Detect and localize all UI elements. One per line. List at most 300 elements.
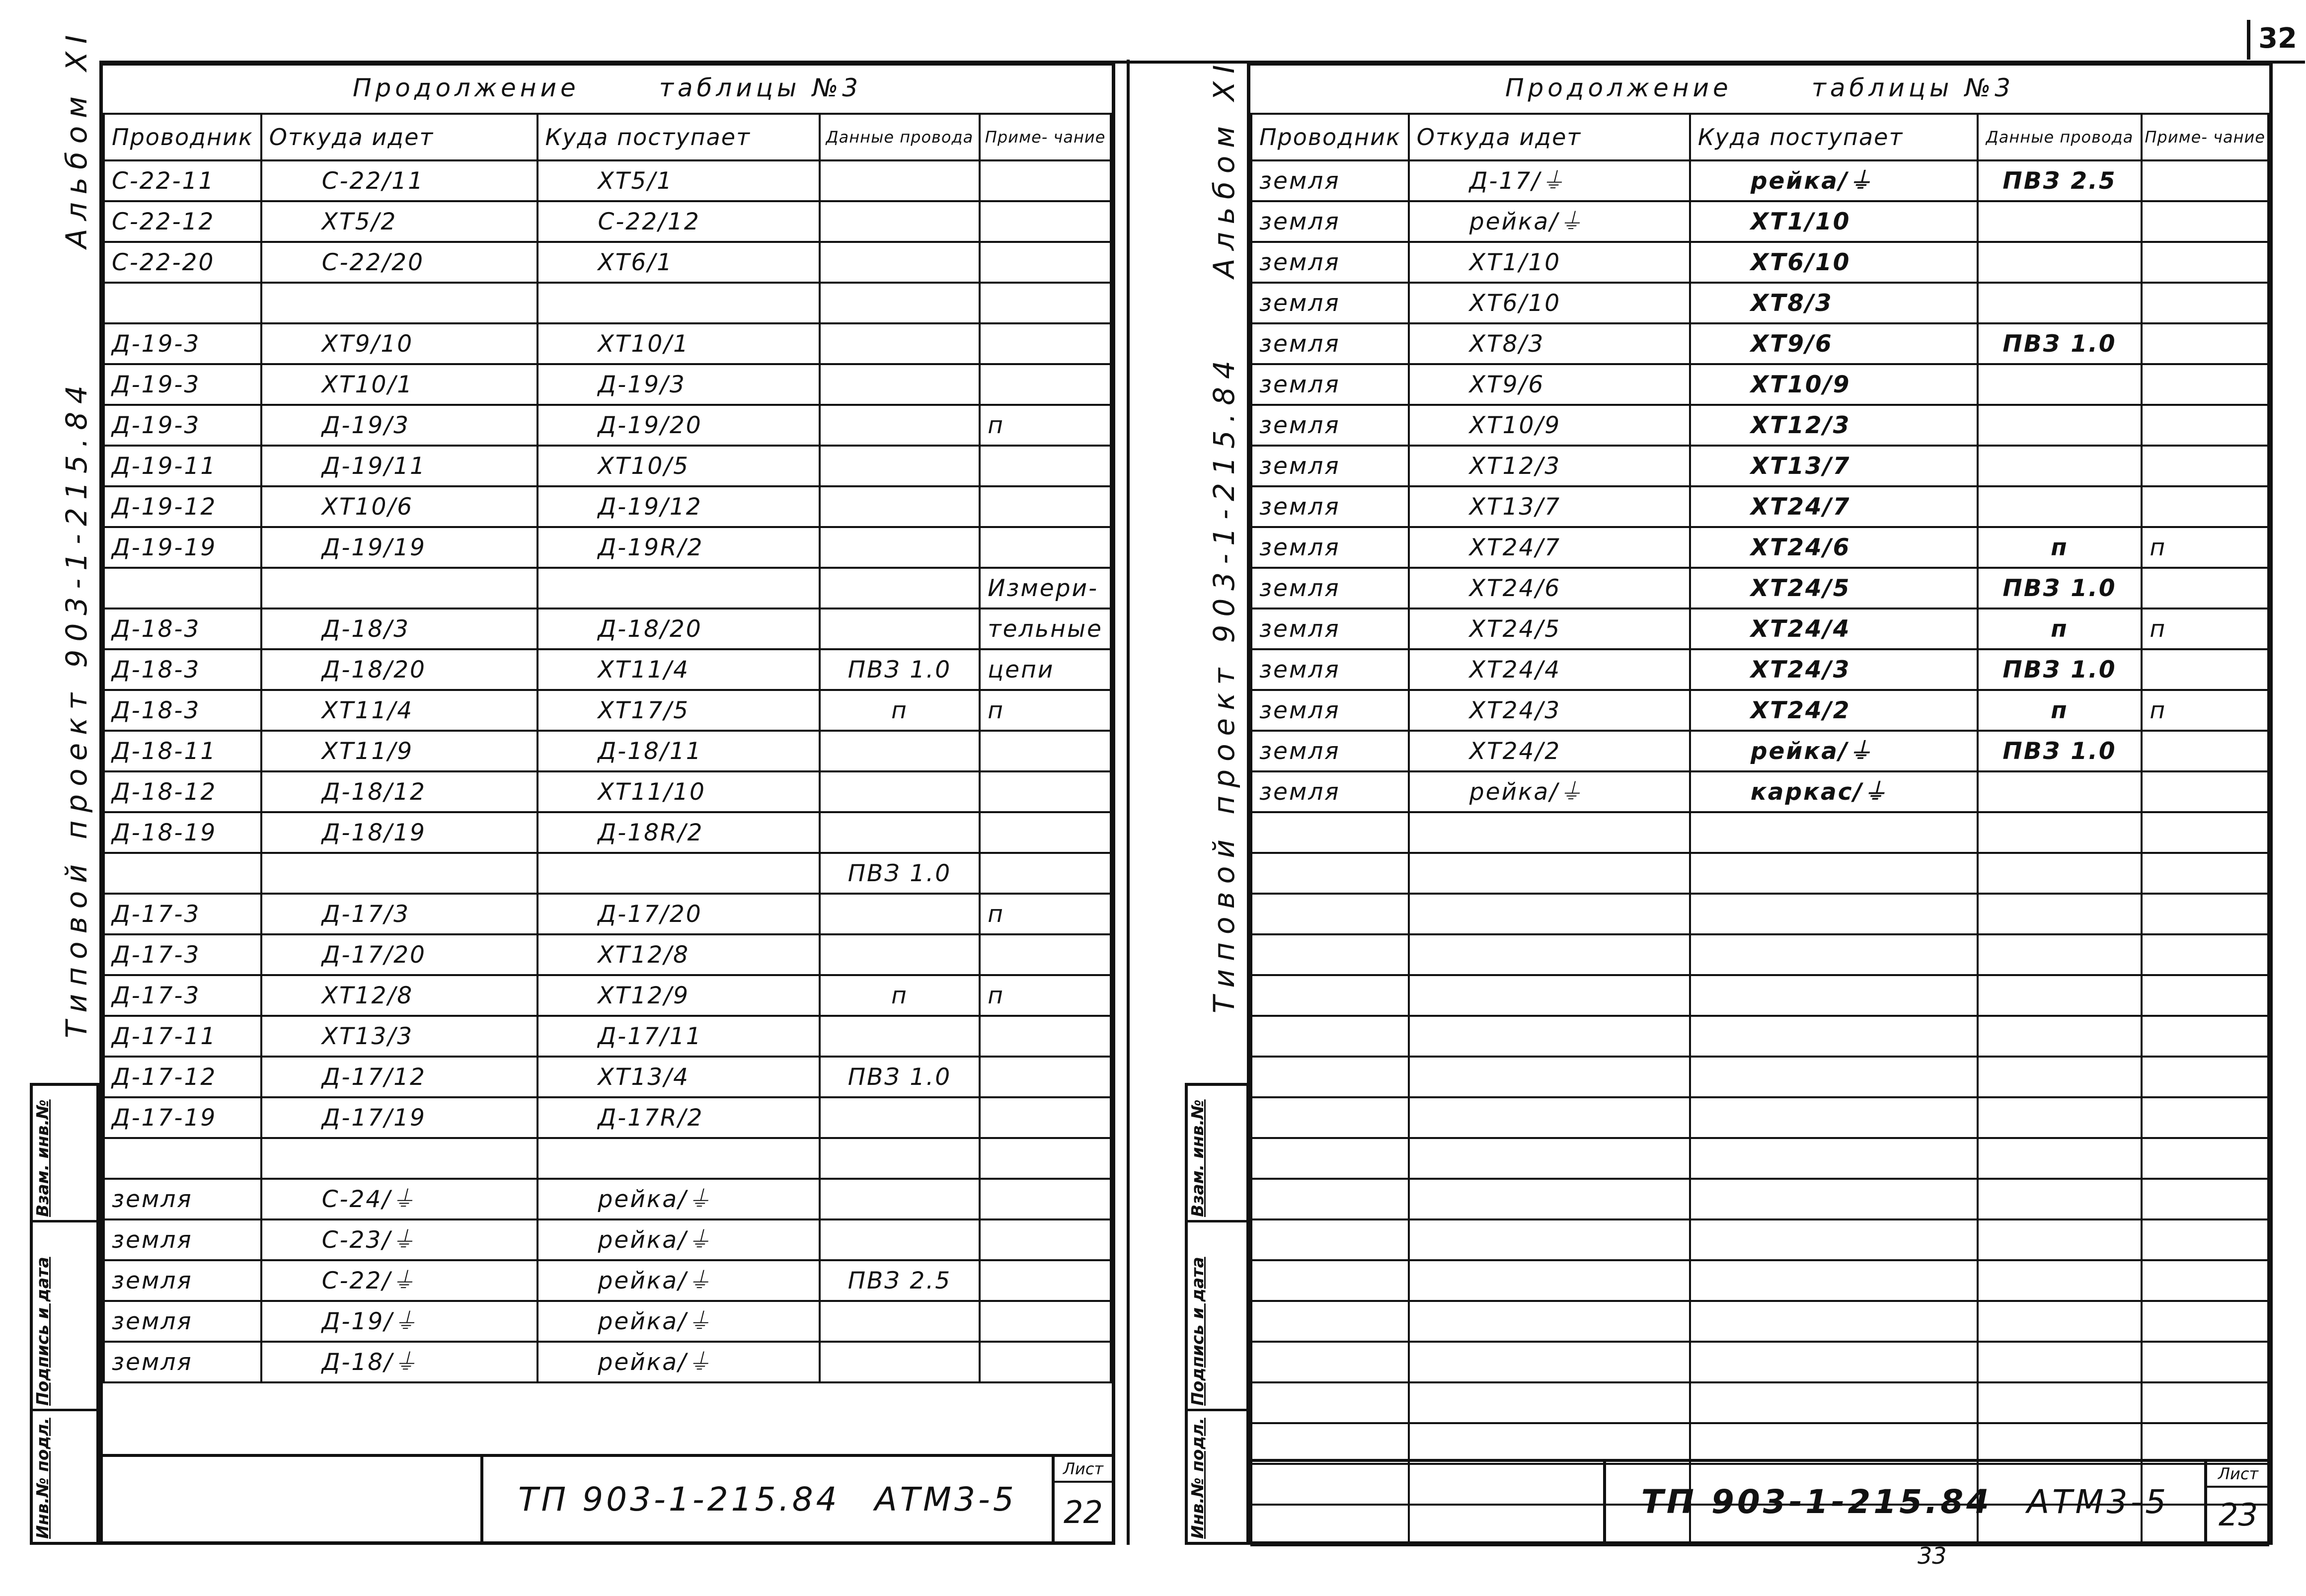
table-cell: земля [1251,364,1409,405]
left-caption [103,66,1112,110]
stamp-label: Подпись и дата [33,1257,52,1406]
table-row [104,934,1111,975]
stamp-label: Взам. инв.№ [1188,1099,1207,1217]
table-cell [261,568,538,608]
table-row [1251,1016,2268,1057]
table-cell [1409,934,1690,975]
table-cell: Д-19/20 [538,405,820,446]
table-cell: рейка/⏚ [538,1342,820,1382]
table-cell [1409,894,1690,934]
table-row [104,731,1111,771]
table-row [1251,446,2268,486]
table-cell [1978,405,2142,446]
binding-line [1127,60,1130,1545]
table-cell [1409,975,1690,1016]
table-row [104,201,1111,242]
table-cell: земля [1251,486,1409,527]
table-cell: Д-19/3 [261,405,538,446]
table-cell: ХТ8/3 [1690,283,1978,323]
table-cell: Д-19R/2 [538,527,820,568]
table-cell [2142,975,2268,1016]
table-cell [2142,731,2268,771]
title-block-sheet [2207,1462,2269,1541]
table-cell [104,283,261,323]
table-cell [980,242,1111,283]
column-header: Проводник [104,114,261,160]
title-block-doc: АТМ3-5 [2027,1482,2169,1521]
table-cell [2142,1097,2268,1138]
table-cell [2142,1301,2268,1342]
table-cell [820,486,980,527]
table-row [1251,975,2268,1016]
table-cell [2142,812,2268,853]
table-cell: Д-18-3 [104,649,261,690]
table-cell: Д-17-3 [104,894,261,934]
left-approval-stamp [30,1083,99,1545]
stamp-label: Подпись и дата [1188,1257,1207,1406]
table-row [1251,731,2268,771]
table-cell [980,1219,1111,1260]
sheet-label: Лист [1055,1457,1112,1483]
table-cell [980,1179,1111,1219]
table-row [104,364,1111,405]
table-cell [1251,934,1409,975]
table-cell [1251,894,1409,934]
table-cell [2142,446,2268,486]
table-cell [1978,1219,2142,1260]
table-cell [980,812,1111,853]
table-cell [2142,649,2268,690]
table-row [1251,853,2268,894]
table-cell [820,446,980,486]
table-cell: Д-18/19 [261,812,538,853]
column-header: Откуда идет [261,114,538,160]
table-row [104,894,1111,934]
table-body [1251,160,2268,1545]
table-row [1251,405,2268,446]
table-cell: ХТ11/10 [538,771,820,812]
table-cell [1690,1016,1978,1057]
table-cell: рейка/⏚ [538,1179,820,1219]
table-cell: Д-19-19 [104,527,261,568]
table-cell: Д-18R/2 [538,812,820,853]
table-cell: рейка/⏚ [1409,771,1690,812]
table-cell: ХТ12/3 [1690,405,1978,446]
table-cell: ХТ24/6 [1409,568,1690,608]
table-cell: п [820,690,980,731]
table-cell [104,568,261,608]
table-cell: Д-19-3 [104,364,261,405]
table-cell [1251,1382,1409,1423]
sheet-number: 23 [2219,1496,2258,1533]
table-cell [980,1057,1111,1097]
table-row [1251,1342,2268,1382]
table-cell [1251,853,1409,894]
table-row [1251,486,2268,527]
table-row [104,283,1111,323]
table-cell [1978,1260,2142,1301]
table-cell: ХТ13/7 [1690,446,1978,486]
table-cell: ХТ24/5 [1690,568,1978,608]
column-header: Откуда идет [1409,114,1690,160]
table-cell: ХТ17/5 [538,690,820,731]
table-row [104,649,1111,690]
table-cell [1690,812,1978,853]
table-row [104,1179,1111,1219]
table-cell [980,201,1111,242]
table-cell [980,323,1111,364]
table-cell [1978,242,2142,283]
table-cell: земля [1251,446,1409,486]
stamp-label: Инв.№ подл. [33,1418,52,1539]
table-row [1251,1219,2268,1260]
table-cell: ПВЗ 2.5 [1978,160,2142,201]
table-cell: рейка/⏚ [1409,201,1690,242]
title-block-code: ТП 903-1-215.84 [518,1480,840,1519]
table-cell: земля [1251,608,1409,649]
sheet-number: 22 [1064,1494,1103,1530]
left-album-label: Альбом XI [60,27,93,248]
table-cell [820,812,980,853]
table-cell: С-22-12 [104,201,261,242]
table-cell [2142,323,2268,364]
table-cell [1409,853,1690,894]
table-cell [1690,1179,1978,1219]
table-cell [820,1016,980,1057]
table-cell [2142,771,2268,812]
table-cell [980,853,1111,894]
table-cell: земля [1251,568,1409,608]
table-cell [1978,1423,2142,1464]
table-cell: Д-19-11 [104,446,261,486]
table-cell [261,1138,538,1179]
table-cell [980,364,1111,405]
table-cell: Д-18-3 [104,608,261,649]
table-cell: п [980,975,1111,1016]
table-cell: Д-19-3 [104,405,261,446]
page-number-rule [2247,20,2250,60]
table-row [104,446,1111,486]
table-row [1251,1179,2268,1219]
table-cell [1978,201,2142,242]
table-cell: ПВЗ 2.5 [820,1260,980,1301]
table-cell: ХТ11/4 [538,649,820,690]
column-header: Проводник [1251,114,1409,160]
table-cell: ХТ24/4 [1409,649,1690,690]
table-cell [1978,1097,2142,1138]
table-cell [1978,1057,2142,1097]
table-cell [1978,812,2142,853]
table-cell [820,323,980,364]
table-cell: рейка/⏚ [538,1219,820,1260]
table-row [1251,242,2268,283]
table-cell: ХТ24/7 [1409,527,1690,568]
table-cell [1978,975,2142,1016]
caption-part: Продолжение [352,74,580,102]
table-cell [980,934,1111,975]
table-cell: земля [104,1301,261,1342]
table-cell: Д-18/20 [538,608,820,649]
table-cell: ХТ6/1 [538,242,820,283]
table-cell: Д-17/19 [261,1097,538,1138]
table-cell [2142,364,2268,405]
title-block-main [1603,1462,2207,1541]
table-cell [1409,1342,1690,1382]
table-cell [1978,1342,2142,1382]
table-cell: Д-17-3 [104,975,261,1016]
table-cell [1251,1179,1409,1219]
table-cell: земля [1251,690,1409,731]
table-cell [820,894,980,934]
table-cell: Д-18/12 [261,771,538,812]
table-cell: Д-17/11 [538,1016,820,1057]
table-cell [820,1342,980,1382]
table-cell [1978,364,2142,405]
table-cell: Измери- [980,568,1111,608]
table-row [1251,1301,2268,1342]
table-cell: рейка/⏚ [1690,160,1978,201]
table-cell [2142,1179,2268,1219]
table-cell: п [2142,527,2268,568]
table-row [1251,1382,2268,1423]
table-cell: Д-18/20 [261,649,538,690]
table-cell [1409,1097,1690,1138]
table-cell [1690,975,1978,1016]
table-row [104,242,1111,283]
column-header: Данные провода [820,114,980,160]
table-cell: ХТ6/10 [1690,242,1978,283]
table-row [104,608,1111,649]
table-cell [980,1342,1111,1382]
table-cell [1251,1219,1409,1260]
table-cell: Д-19/11 [261,446,538,486]
table-cell: ХТ5/2 [261,201,538,242]
table-cell: ХТ9/6 [1690,323,1978,364]
table-cell: Д-18-3 [104,690,261,731]
table-cell [2142,894,2268,934]
table-cell [980,446,1111,486]
table-cell [820,283,980,323]
table-cell: п [2142,608,2268,649]
table-cell: Д-17-12 [104,1057,261,1097]
stamp-cell-replacement [1188,1086,1246,1222]
table-cell: п [1978,690,2142,731]
table-cell [2142,486,2268,527]
column-header: Куда поступает [1690,114,1978,160]
table-cell: п [980,405,1111,446]
table-cell: п [980,690,1111,731]
table-cell [820,731,980,771]
caption-part: таблицы №3 [659,74,862,102]
stamp-cell-signature [1188,1220,1246,1411]
left-wiring-table [103,113,1112,1383]
table-cell [2142,1016,2268,1057]
stamp-label: Взам. инв.№ [33,1099,52,1217]
table-cell [1409,1179,1690,1219]
table-cell [1690,1423,1978,1464]
table-cell [2142,405,2268,446]
table-cell: п [1978,608,2142,649]
table-cell: С-22/12 [538,201,820,242]
table-cell: рейка/⏚ [538,1260,820,1301]
table-cell: С-22-11 [104,160,261,201]
table-cell [1690,1260,1978,1301]
table-row [104,405,1111,446]
table-cell: Д-17-3 [104,934,261,975]
table-cell [1251,1057,1409,1097]
table-row [104,160,1111,201]
table-cell: п [820,975,980,1016]
table-cell [1978,1016,2142,1057]
table-cell: ПВЗ 1.0 [820,853,980,894]
table-cell: рейка/⏚ [1690,731,1978,771]
table-cell [1409,1423,1690,1464]
table-cell: каркас/⏚ [1690,771,1978,812]
table-cell: Д-17/12 [261,1057,538,1097]
table-cell: ХТ24/6 [1690,527,1978,568]
column-header: Данные провода [1978,114,2142,160]
table-cell: Д-17/20 [261,934,538,975]
table-cell [1978,894,2142,934]
table-cell [1409,1057,1690,1097]
table-cell [1251,1016,1409,1057]
table-cell: ХТ24/7 [1690,486,1978,527]
table-row [104,853,1111,894]
table-cell: Д-18/⏚ [261,1342,538,1382]
table-cell [2142,1219,2268,1260]
table-cell: земля [104,1179,261,1219]
table-cell: ХТ24/3 [1409,690,1690,731]
table-cell: ХТ1/10 [1409,242,1690,283]
column-header: Приме- чание [980,114,1111,160]
table-cell: Д-19-3 [104,323,261,364]
table-cell: ХТ9/6 [1409,364,1690,405]
table-row [1251,1097,2268,1138]
right-album-label: Альбом XI [1207,57,1241,278]
right-sheet [1247,62,2273,1545]
table-cell [820,568,980,608]
table-cell: С-23/⏚ [261,1219,538,1260]
table-cell [1251,1097,1409,1138]
table-cell: С-22/⏚ [261,1260,538,1301]
table-cell [1409,812,1690,853]
table-row [104,1016,1111,1057]
title-block-doc: АТМ3-5 [874,1480,1017,1519]
table-cell [1251,1138,1409,1179]
table-cell [1690,1342,1978,1382]
table-row [1251,690,2268,731]
table-cell [1690,853,1978,894]
table-cell: ХТ10/1 [538,323,820,364]
table-cell: С-24/⏚ [261,1179,538,1219]
table-cell [1690,894,1978,934]
table-row [1251,568,2268,608]
table-cell [820,201,980,242]
table-row [104,1219,1111,1260]
table-cell: С-22/11 [261,160,538,201]
column-header: Куда поступает [538,114,820,160]
table-cell: Д-18-19 [104,812,261,853]
table-cell [2142,934,2268,975]
table-cell [820,608,980,649]
table-cell [1978,446,2142,486]
table-cell [261,283,538,323]
table-row [1251,771,2268,812]
table-cell [820,771,980,812]
title-block-sheet [1055,1457,1112,1541]
table-cell [1690,1057,1978,1097]
bottom-page-number: 33 [1918,1542,1947,1569]
table-cell: Д-19/3 [538,364,820,405]
table-cell [1978,486,2142,527]
table-cell [1978,1179,2142,1219]
table-cell: Д-17-19 [104,1097,261,1138]
table-cell: ХТ13/7 [1409,486,1690,527]
table-cell [820,1097,980,1138]
table-row [104,323,1111,364]
table-body [104,160,1111,1382]
table-cell [820,242,980,283]
table-cell [1978,1382,2142,1423]
table-cell: Д-17R/2 [538,1097,820,1138]
table-cell [1690,1301,1978,1342]
table-cell [1978,1301,2142,1342]
table-cell: ПВЗ 1.0 [1978,649,2142,690]
caption-part: Продолжение [1505,74,1732,102]
table-cell: п [980,894,1111,934]
table-cell [2142,1260,2268,1301]
table-cell: Д-19/⏚ [261,1301,538,1342]
right-caption [1250,66,2269,110]
table-cell [2142,242,2268,283]
table-cell [820,527,980,568]
table-cell: ПВЗ 1.0 [1978,731,2142,771]
table-row [1251,283,2268,323]
table-cell [1409,1260,1690,1301]
table-row [1251,934,2268,975]
table-cell [820,1179,980,1219]
caption-part: таблицы №3 [1811,74,2015,102]
right-approval-stamp [1185,1083,1249,1545]
title-block-main [480,1457,1055,1541]
right-wiring-table [1250,113,2269,1546]
table-cell [980,486,1111,527]
table-cell: С-22/20 [261,242,538,283]
table-cell: земля [1251,771,1409,812]
table-cell: Д-18-12 [104,771,261,812]
table-row [1251,608,2268,649]
table-cell: ХТ10/5 [538,446,820,486]
table-cell: Д-17-11 [104,1016,261,1057]
table-cell [820,1219,980,1260]
table-cell [1690,1097,1978,1138]
table-cell [980,1097,1111,1138]
table-cell: Д-17/3 [261,894,538,934]
table-cell [2142,283,2268,323]
table-cell: ПВЗ 1.0 [1978,568,2142,608]
table-cell [1690,1219,1978,1260]
table-row [104,1260,1111,1301]
table-row [1251,894,2268,934]
table-cell [1251,812,1409,853]
table-row [1251,649,2268,690]
table-cell [1978,283,2142,323]
table-cell [104,853,261,894]
table-row [104,1342,1111,1382]
table-row [1251,812,2268,853]
table-cell [980,160,1111,201]
stamp-cell-signature [33,1220,96,1411]
